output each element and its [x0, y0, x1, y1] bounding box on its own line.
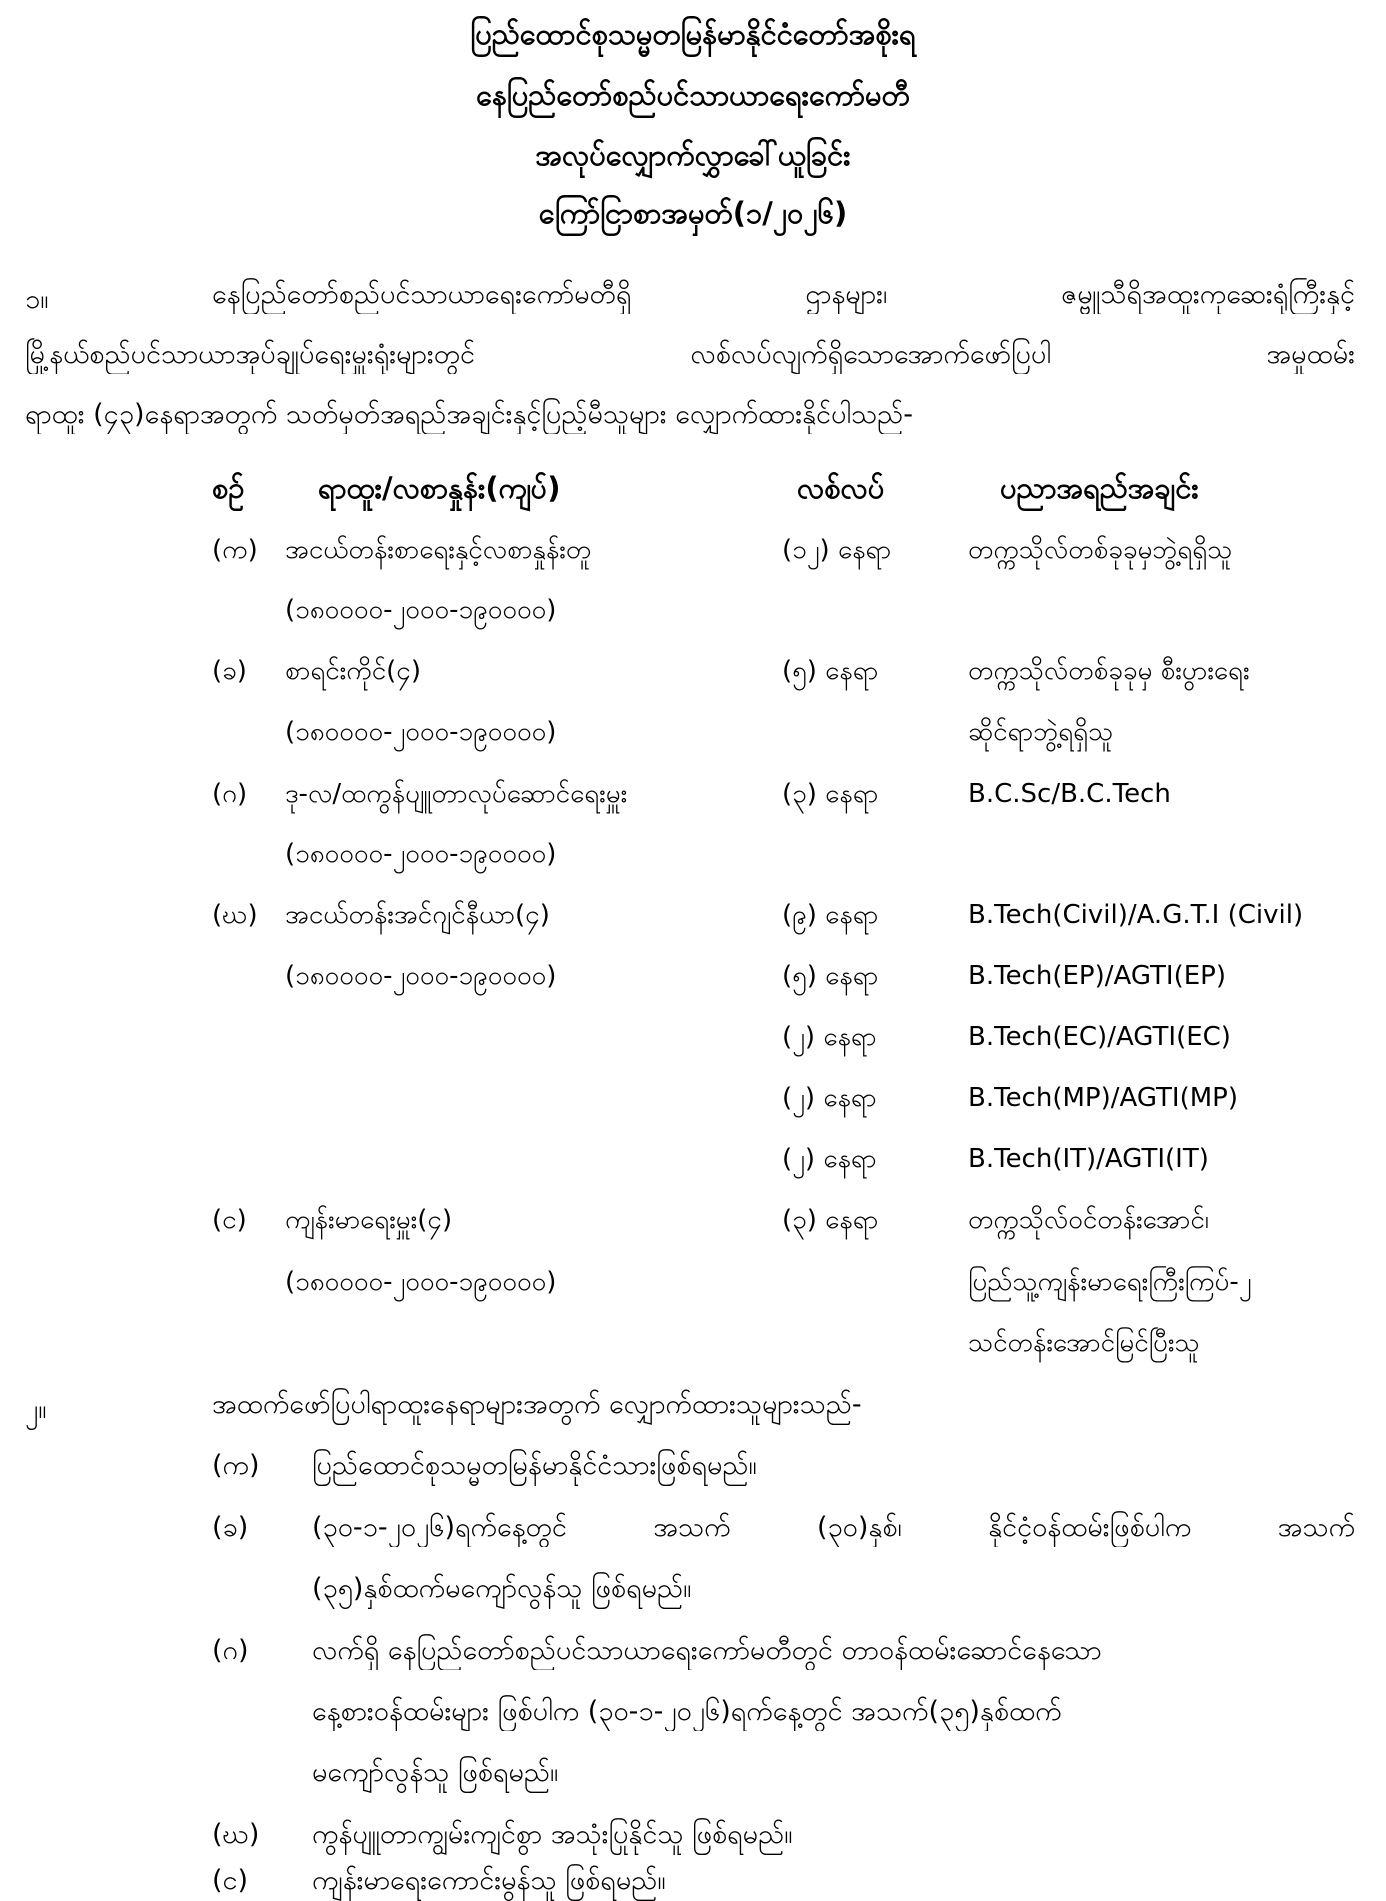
row-salary: (၁၈၀၀၀၀-၂၀၀၀-၁၉၀၀၀၀)	[285, 839, 557, 869]
row-qualification: B.Tech(IT)/AGTI(IT)	[968, 1144, 1209, 1174]
row-qualification: သင်တန်းအောင်မြင်ပြီးသူ	[968, 1328, 1200, 1358]
row-qualification: ဆိုင်ရာဘွဲ့ရရှိသူ	[968, 717, 1114, 747]
requirement-mark: (ဂ)	[212, 1635, 249, 1666]
row-qualification: B.Tech(EC)/AGTI(EC)	[968, 1022, 1231, 1052]
section2-intro: အထက်ဖော်ပြပါရာထူးနေရာများအတွက် လျှောက်ထားသူများသည်-	[212, 1389, 862, 1420]
row-qualification: B.C.Sc/B.C.Tech	[968, 779, 1171, 809]
requirement-text: လက်ရှိ နေပြည်တော်စည်ပင်သာယာရေးကော်မတီတွင် တာဝန်ထမ်းဆောင်နေသော	[312, 1635, 1102, 1666]
header-announcement-number: ကြော်ငြာစာအမှတ်(၁/၂၀၂၆)	[538, 196, 848, 230]
row-qualification: B.Tech(EP)/AGTI(EP)	[968, 961, 1226, 991]
row-vacancy-count: (၅) နေရာ	[782, 961, 879, 991]
row-position-title: ကျန်းမာရေးမှူး(၄)	[285, 1205, 453, 1235]
section1-line2: မြို့နယ်စည်ပင်သာယာအုပ်ချုပ်ရေးမှူးရုံးများတွင် လစ်လပ်လျက်ရှိသောအောက်ဖော်ပြပါ အမှုထမ်း	[25, 339, 1355, 370]
table-header-vacancy: လစ်လပ်	[797, 471, 885, 505]
row-vacancy-count: (၂) နေရာ	[782, 1144, 877, 1174]
row-salary: (၁၈၀၀၀၀-၂၀၀၀-၁၉၀၀၀၀)	[285, 1267, 557, 1297]
table-header-qualification: ပညာအရည်အချင်း	[1000, 471, 1199, 505]
row-vacancy-count: (၃) နေရာ	[782, 779, 879, 809]
section2-number: ၂။	[25, 1394, 47, 1425]
requirement-text: မကျော်လွန်သူ ဖြစ်ရမည်။	[312, 1757, 559, 1788]
row-mark: (ခ)	[212, 656, 247, 686]
requirement-text: (၃၀-၁-၂၀၂၆)ရက်နေ့တွင် အသက် (၃၀)နှစ်၊ နိုင်ငံ့ဝန်ထမ်းဖြစ်ပါက အသက်	[312, 1512, 1355, 1543]
row-vacancy-count: (၃) နေရာ	[782, 1205, 879, 1235]
section1-line3: ရာထူး (၄၃)နေရာအတွက် သတ်မှတ်အရည်အချင်းနှင့်ပြည့်မီသူများ လျှောက်ထားနိုင်ပါသည်-	[25, 399, 914, 430]
row-qualification: ပြည်သူ့ကျန်းမာရေးကြီးကြပ်-၂	[968, 1267, 1252, 1297]
row-qualification: B.Tech(MP)/AGTI(MP)	[968, 1083, 1238, 1113]
row-qualification: တက္ကသိုလ်ဝင်တန်းအောင်၊	[968, 1205, 1209, 1235]
section1-line1: နေပြည်တော်စည်ပင်သာယာရေးကော်မတီရှိ ဌာနများ၊ ဇမ္ဗူသီရိအထူးကုဆေးရုံကြီးနှင့်	[212, 279, 1355, 310]
requirement-mark: (ဃ)	[212, 1819, 260, 1850]
requirement-mark: (ခ)	[212, 1512, 249, 1543]
header-committee: နေပြည်တော်စည်ပင်သာယာရေးကော်မတီ	[476, 78, 910, 112]
requirement-text: နေ့စားဝန်ထမ်းများ ဖြစ်ပါက (၃၀-၁-၂၀၂၆)ရက်နေ့တွင် အသက်(၃၅)နှစ်ထက်	[312, 1696, 1062, 1727]
table-header-no: စဉ်	[212, 471, 245, 505]
row-position-title: စာရင်းကိုင်(၄)	[285, 656, 422, 686]
requirement-text: (၃၅)နှစ်ထက်မကျော်လွန်သူ ဖြစ်ရမည်။	[312, 1573, 692, 1604]
header-job-call: အလုပ်လျှောက်လွှာခေါ်ယူခြင်း	[535, 138, 851, 172]
row-qualification: B.Tech(Civil)/A.G.T.I (Civil)	[968, 900, 1304, 930]
requirement-text: ကျန်းမာရေးကောင်းမွန်သူ ဖြစ်ရမည်။	[312, 1865, 666, 1896]
row-qualification: တက္ကသိုလ်တစ်ခုခုမှ စီးပွားရေး	[968, 656, 1250, 686]
requirement-mark: (င)	[212, 1865, 249, 1896]
row-qualification: တက္ကသိုလ်တစ်ခုခုမှဘွဲ့ရရှိသူ	[968, 535, 1233, 565]
row-vacancy-count: (၂) နေရာ	[782, 1022, 877, 1052]
requirement-text: ကွန်ပျူတာကျွမ်းကျင်စွာ အသုံးပြုနိုင်သူ ဖြစ်ရမည်။	[312, 1819, 793, 1850]
row-mark: (ဂ)	[212, 779, 248, 809]
requirement-mark: (က)	[212, 1450, 260, 1481]
row-mark: (င)	[212, 1205, 247, 1235]
row-position-title: ဒု-လ/ထကွန်ပျူတာလုပ်ဆောင်ရေးမှူး	[285, 779, 628, 809]
row-mark: (က)	[212, 535, 258, 565]
row-vacancy-count: (၁၂) နေရာ	[782, 535, 892, 565]
row-position-title: အငယ်တန်းအင်ဂျင်နီယာ(၄)	[285, 900, 550, 930]
header-government: ပြည်ထောင်စုသမ္မတမြန်မာနိုင်ငံတော်အစိုးရ	[470, 17, 916, 51]
row-salary: (၁၈၀၀၀၀-၂၀၀၀-၁၉၀၀၀၀)	[285, 717, 557, 747]
row-salary: (၁၈၀၀၀၀-၂၀၀၀-၁၉၀၀၀၀)	[285, 595, 557, 625]
requirement-text: ပြည်ထောင်စုသမ္မတမြန်မာနိုင်ငံသားဖြစ်ရမည်။	[312, 1450, 757, 1481]
table-header-position: ရာထူး/လစာနှုန်း(ကျပ်)	[318, 471, 561, 505]
row-mark: (ဃ)	[212, 900, 258, 930]
section1-number: ၁။	[25, 284, 49, 315]
row-position-title: အငယ်တန်းစာရေးနှင့်လစာနှုန်းတူ	[285, 535, 592, 565]
row-salary: (၁၈၀၀၀၀-၂၀၀၀-၁၉၀၀၀၀)	[285, 961, 557, 991]
row-vacancy-count: (၂) နေရာ	[782, 1083, 877, 1113]
row-vacancy-count: (၉) နေရာ	[782, 900, 879, 930]
row-vacancy-count: (၅) နေရာ	[782, 656, 879, 686]
